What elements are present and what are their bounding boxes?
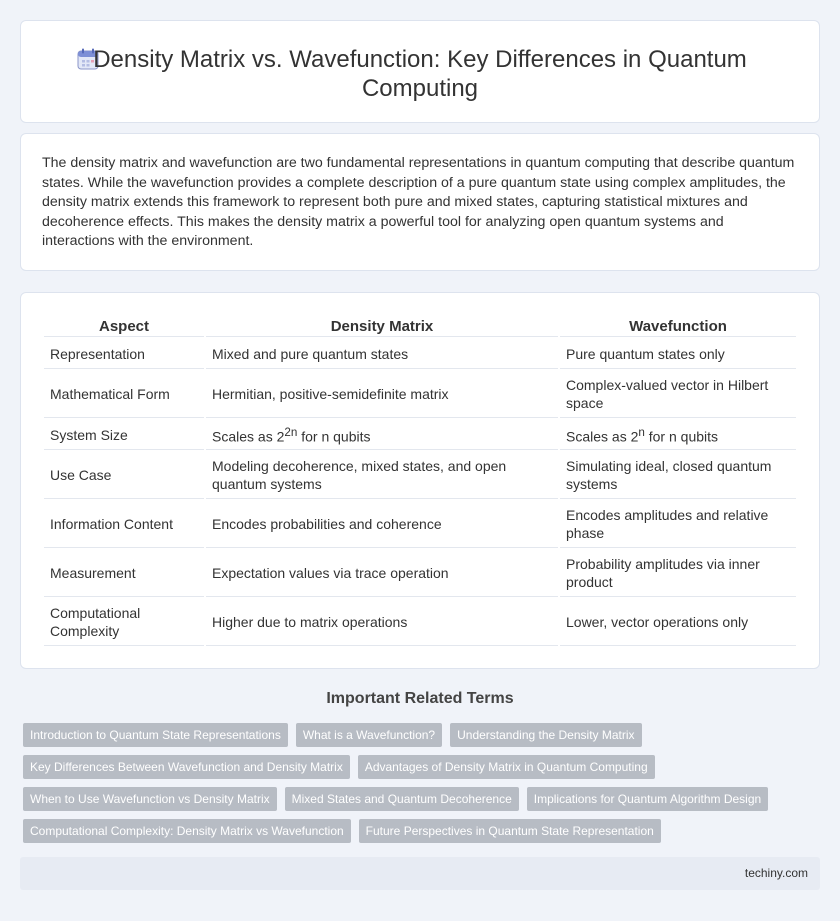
table-cell: Measurement <box>44 550 204 597</box>
page-title: Density Matrix vs. Wavefunction: Key Differences in Quantum Computing <box>93 46 747 102</box>
table-cell: Encodes probabilities and coherence <box>206 501 558 548</box>
table-cell: Hermitian, positive-semidefinite matrix <box>206 371 558 418</box>
header-aspect: Aspect <box>44 315 204 337</box>
table-header-row <box>44 315 796 337</box>
table-cell: Pure quantum states only <box>560 339 796 369</box>
table-cell: Representation <box>44 339 204 369</box>
table-row <box>44 371 796 418</box>
related-terms-heading: Important Related Terms <box>326 690 514 707</box>
table-row <box>44 339 796 369</box>
tag-row <box>23 755 823 779</box>
scale-suffix: for n qubits <box>297 428 371 445</box>
scale-exponent: n <box>638 425 645 439</box>
table-cell: Complex-valued vector in Hilbert space <box>560 371 796 418</box>
related-term-tag[interactable]: Key Differences Between Wavefunction and Density Matrix <box>23 755 350 779</box>
table-cell: Information Content <box>44 501 204 548</box>
table-cell: System Size <box>44 420 204 450</box>
intro-card <box>20 133 820 271</box>
table-cell: Use Case <box>44 452 204 499</box>
table-row <box>44 420 796 450</box>
header-density-matrix: Density Matrix <box>206 315 558 337</box>
related-term-tag[interactable]: Implications for Quantum Algorithm Design <box>527 787 768 811</box>
scale-suffix: for n qubits <box>644 428 719 445</box>
table-row <box>44 501 796 548</box>
table-cell <box>206 420 558 450</box>
table-cell: Expectation values via trace operation <box>206 550 558 597</box>
table-cell: Mathematical Form <box>44 371 204 418</box>
scale-exponent: 2n <box>284 425 298 439</box>
table-row <box>44 550 796 597</box>
comparison-table <box>42 313 798 648</box>
table-cell: Encodes amplitudes and relative phase <box>560 501 796 548</box>
table-cell: Simulating ideal, closed quantum systems <box>560 452 796 499</box>
comparison-card <box>20 292 820 669</box>
related-term-tag[interactable]: When to Use Wavefunction vs Density Matrix <box>23 787 277 811</box>
table-cell: Lower, vector operations only <box>560 599 796 646</box>
footer <box>20 857 820 890</box>
tag-row <box>23 819 823 843</box>
related-term-tag[interactable]: Computational Complexity: Density Matrix vs Wavefunction <box>23 819 351 843</box>
related-term-tag[interactable]: Future Perspectives in Quantum State Representation <box>359 819 661 843</box>
scale-prefix: Scales as 2 <box>566 428 639 445</box>
related-term-tag[interactable]: What is a Wavefunction? <box>296 723 442 747</box>
table-cell: Higher due to matrix operations <box>206 599 558 646</box>
table-cell <box>560 420 796 450</box>
table-row <box>44 599 796 646</box>
table-cell: Mixed and pure quantum states <box>206 339 558 369</box>
related-terms-list <box>23 723 823 851</box>
header-wavefunction: Wavefunction <box>560 315 796 337</box>
related-term-tag[interactable]: Introduction to Quantum State Representations <box>23 723 288 747</box>
header-card <box>20 20 820 123</box>
table-cell: Modeling decoherence, mixed states, and open quantum systems <box>206 452 558 499</box>
footer-brand[interactable]: techiny.com <box>744 866 808 880</box>
related-term-tag[interactable]: Mixed States and Quantum Decoherence <box>285 787 519 811</box>
scale-prefix: Scales as 2 <box>212 428 285 445</box>
tag-row <box>23 787 823 811</box>
intro-paragraph: The density matrix and wavefunction are two fundamental representations in quantum computing that describe quantum states. While the wavefunction provides a complete description of a pure quantum state using complex amplitudes, the density matrix extends this framework to represent both pure and mixed states, capturing statistical mixtures and decoherence effects. This makes the density matrix a powerful tool for analyzing open quantum systems and interactions with the environment. <box>42 155 795 250</box>
related-term-tag[interactable]: Advantages of Density Matrix in Quantum Computing <box>358 755 655 779</box>
table-cell: Probability amplitudes via inner product <box>560 550 796 597</box>
tag-row <box>23 723 823 747</box>
table-cell: Computational Complexity <box>44 599 204 646</box>
related-term-tag[interactable]: Understanding the Density Matrix <box>450 723 641 747</box>
table-row <box>44 452 796 499</box>
